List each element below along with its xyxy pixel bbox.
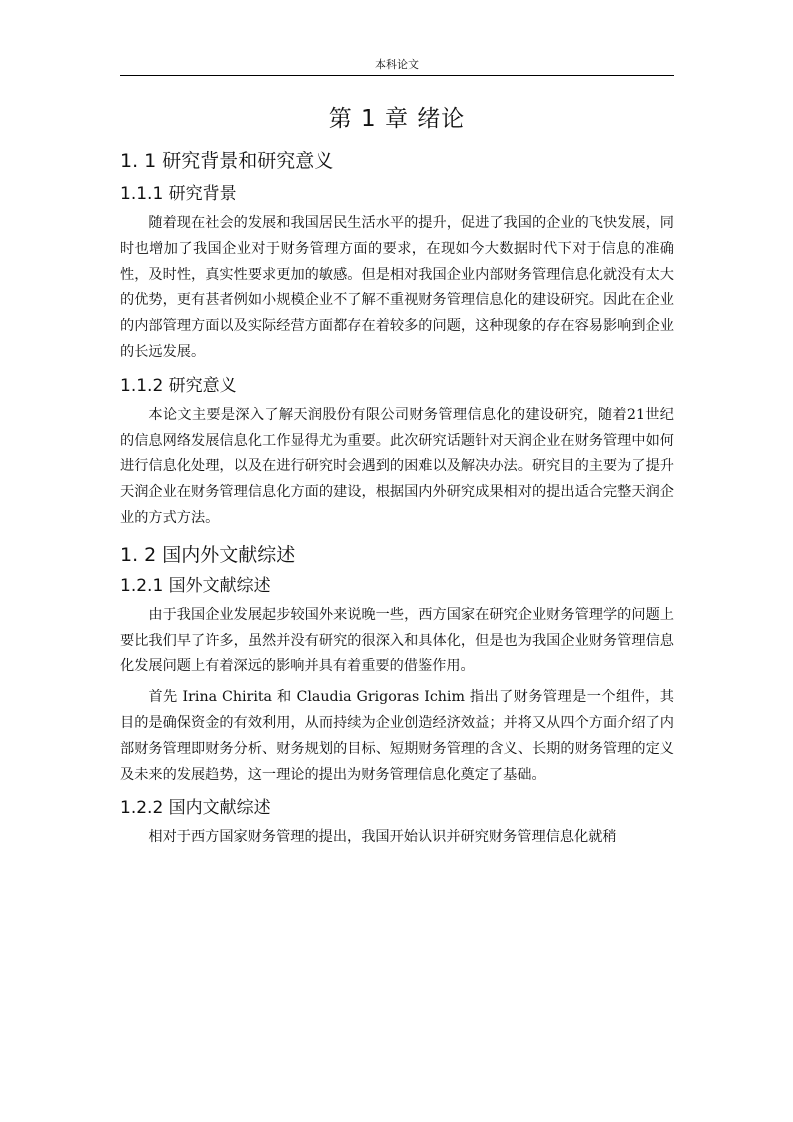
subsection-heading-1-2-2: 1.2.2 国内文献综述 — [120, 798, 271, 819]
section-heading-1-1: 1. 1 研究背景和研究意义 — [120, 150, 334, 172]
paragraph-research-background: 随着现在社会的发展和我国居民生活水平的提升，促进了我国的企业的飞快发展，同时也增加了我国企业对于财务管理方面的要求，在现如今大数据时代下对于信息的准确性，及时性，真实性要求更加的敏感。但是相对我国企业内部财务管理信息化就没有太大的优势，更有甚者例如小规模企业不了解不重视财务管理信息化的建设研究。因此在企业的内部管理方面以及实际经营方面都存在着较多的问题，这种现象的存在容易影响到企业的长远发展。 — [120, 215, 674, 360]
paragraph-domestic-review: 相对于西方国家财务管理的提出，我国开始认识并研究财务管理信息化就稍 — [148, 829, 617, 846]
chapter-title: 第 1 章 绪论 — [328, 106, 466, 132]
subsection-heading-1-1-2: 1.1.2 研究意义 — [120, 375, 237, 396]
paragraph-foreign-review-1: 由于我国企业发展起步较国外来说晚一些，西方国家在研究企业财务管理学的问题上要比我们早了许多，虽然并没有研究的很深入和具体化，但是也为我国企业财务管理信息化发展问题上有着深远的影响并具有着重要的借鉴作用。 — [120, 606, 674, 675]
section-heading-1-2: 1. 2 国内外文献综述 — [120, 543, 296, 566]
running-header: 本科论文 — [120, 58, 674, 76]
paragraph-foreign-review-2: 首先 Irina Chirita 和 Claudia Grigoras Ichim 指出了财务管理是一个组件，其目的是确保资金的有效利用，从而持续为企业创造经济效益；并将又从四个方面介绍了内部财务管理即财务分析、财务规划的目标、短期财务管理的含义、长期的财务管理的定义及未来的发展趋势，这一理论的提出为财务管理信息化奠定了基础。 — [120, 689, 674, 783]
paragraph-research-significance: 本论文主要是深入了解天润股份有限公司财务管理信息化的建设研究，随着21世纪的信息网络发展信息化工作显得尤为重要。此次研究话题针对天润企业在财务管理中如何进行信息化处理，以及在进行研究时会遇到的困难以及解决办法。研究目的主要为了提升天润企业在财务管理信息化方面的建设，根据国内外研究成果相对的提出适合完整天润企业的方式方法。 — [120, 406, 674, 526]
subsection-heading-1-2-1: 1.2.1 国外文献综述 — [120, 575, 271, 596]
document-page — [120, 0, 674, 851]
subsection-heading-1-1-1: 1.1.1 研究背景 — [120, 184, 237, 204]
